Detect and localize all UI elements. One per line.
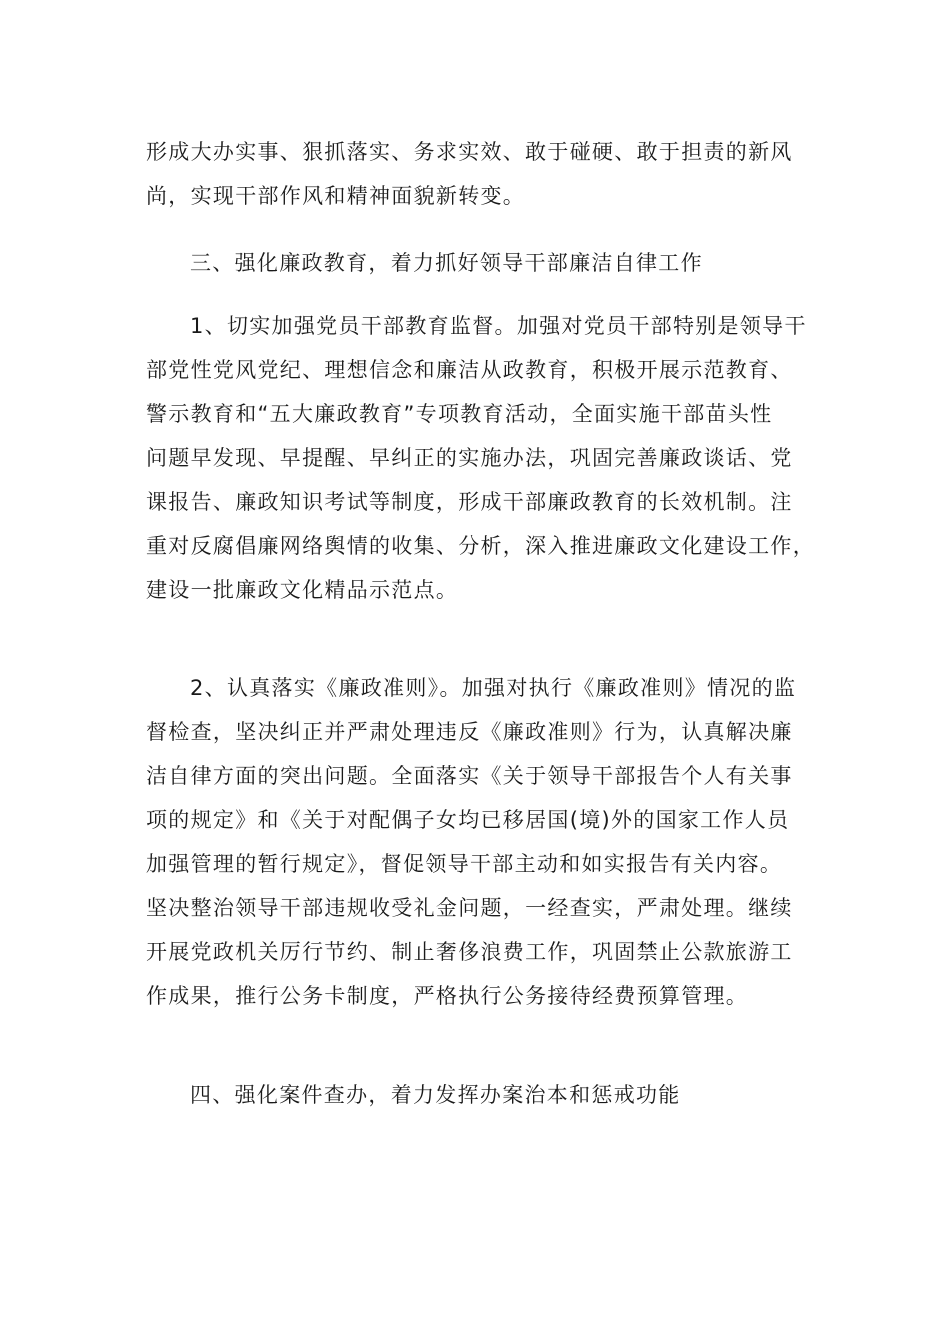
text-line: 项的规定》和《关于对配偶子女均已移居国(境)外的国家工作人员 xyxy=(146,808,790,832)
text-line: 课报告、廉政知识考试等制度，形成干部廉政教育的长效机制。注 xyxy=(146,490,793,514)
text-line: 加强管理的暂行规定》，督促领导干部主动和如实报告有关内容。 xyxy=(146,852,783,876)
section-heading-4 xyxy=(146,1073,811,1117)
text-line: 建设一批廉政文化精品示范点。 xyxy=(146,578,459,602)
text-line: 开展党政机关厉行节约、制止奢侈浪费工作，巩固禁止公款旅游工 xyxy=(146,940,793,964)
text-line: 2、认真落实《廉政准则》。加强对执行《廉政准则》情况的监 xyxy=(190,676,797,700)
text-line: 问题早发现、早提醒、早纠正的实施办法，巩固完善廉政谈话、党 xyxy=(146,446,793,470)
text-line: 尚，实现干部作风和精神面貌新转变。 xyxy=(146,184,526,208)
section-heading-3 xyxy=(146,241,811,285)
text-line: 作成果，推行公务卡制度，严格执行公务接待经费预算管理。 xyxy=(146,984,749,1008)
paragraph-item-2 xyxy=(146,666,811,1018)
text-line: 1、切实加强党员干部教育监督。加强对党员干部特别是领导干 xyxy=(190,314,807,338)
text-line: 坚决整治领导干部违规收受礼金问题，一经查实，严肃处理。继续 xyxy=(146,896,793,920)
text-line: 警示教育和“五大廉政教育”专项教育活动，全面实施干部苗头性 xyxy=(146,402,773,426)
heading-text: 三、强化廉政教育，着力抓好领导干部廉洁自律工作 xyxy=(190,251,703,275)
text-line: 部党性党风党纪、理想信念和廉洁从政教育，积极开展示范教育、 xyxy=(146,358,793,382)
paragraph-intro-continuation xyxy=(146,130,811,218)
text-line: 洁自律方面的突出问题。全面落实《关于领导干部报告个人有关事 xyxy=(146,764,793,788)
heading-text: 四、强化案件查办，着力发挥办案治本和惩戒功能 xyxy=(190,1083,681,1107)
text-line: 形成大办实事、狠抓落实、务求实效、敢于碰硬、敢于担责的新风 xyxy=(146,140,793,164)
text-line: 重对反腐倡廉网络舆情的收集、分析，深入推进廉政文化建设工作， xyxy=(146,534,815,558)
text-line: 督检查，坚决纠正并严肃处理违反《廉政准则》行为，认真解决廉 xyxy=(146,720,793,744)
paragraph-item-1 xyxy=(146,304,815,612)
